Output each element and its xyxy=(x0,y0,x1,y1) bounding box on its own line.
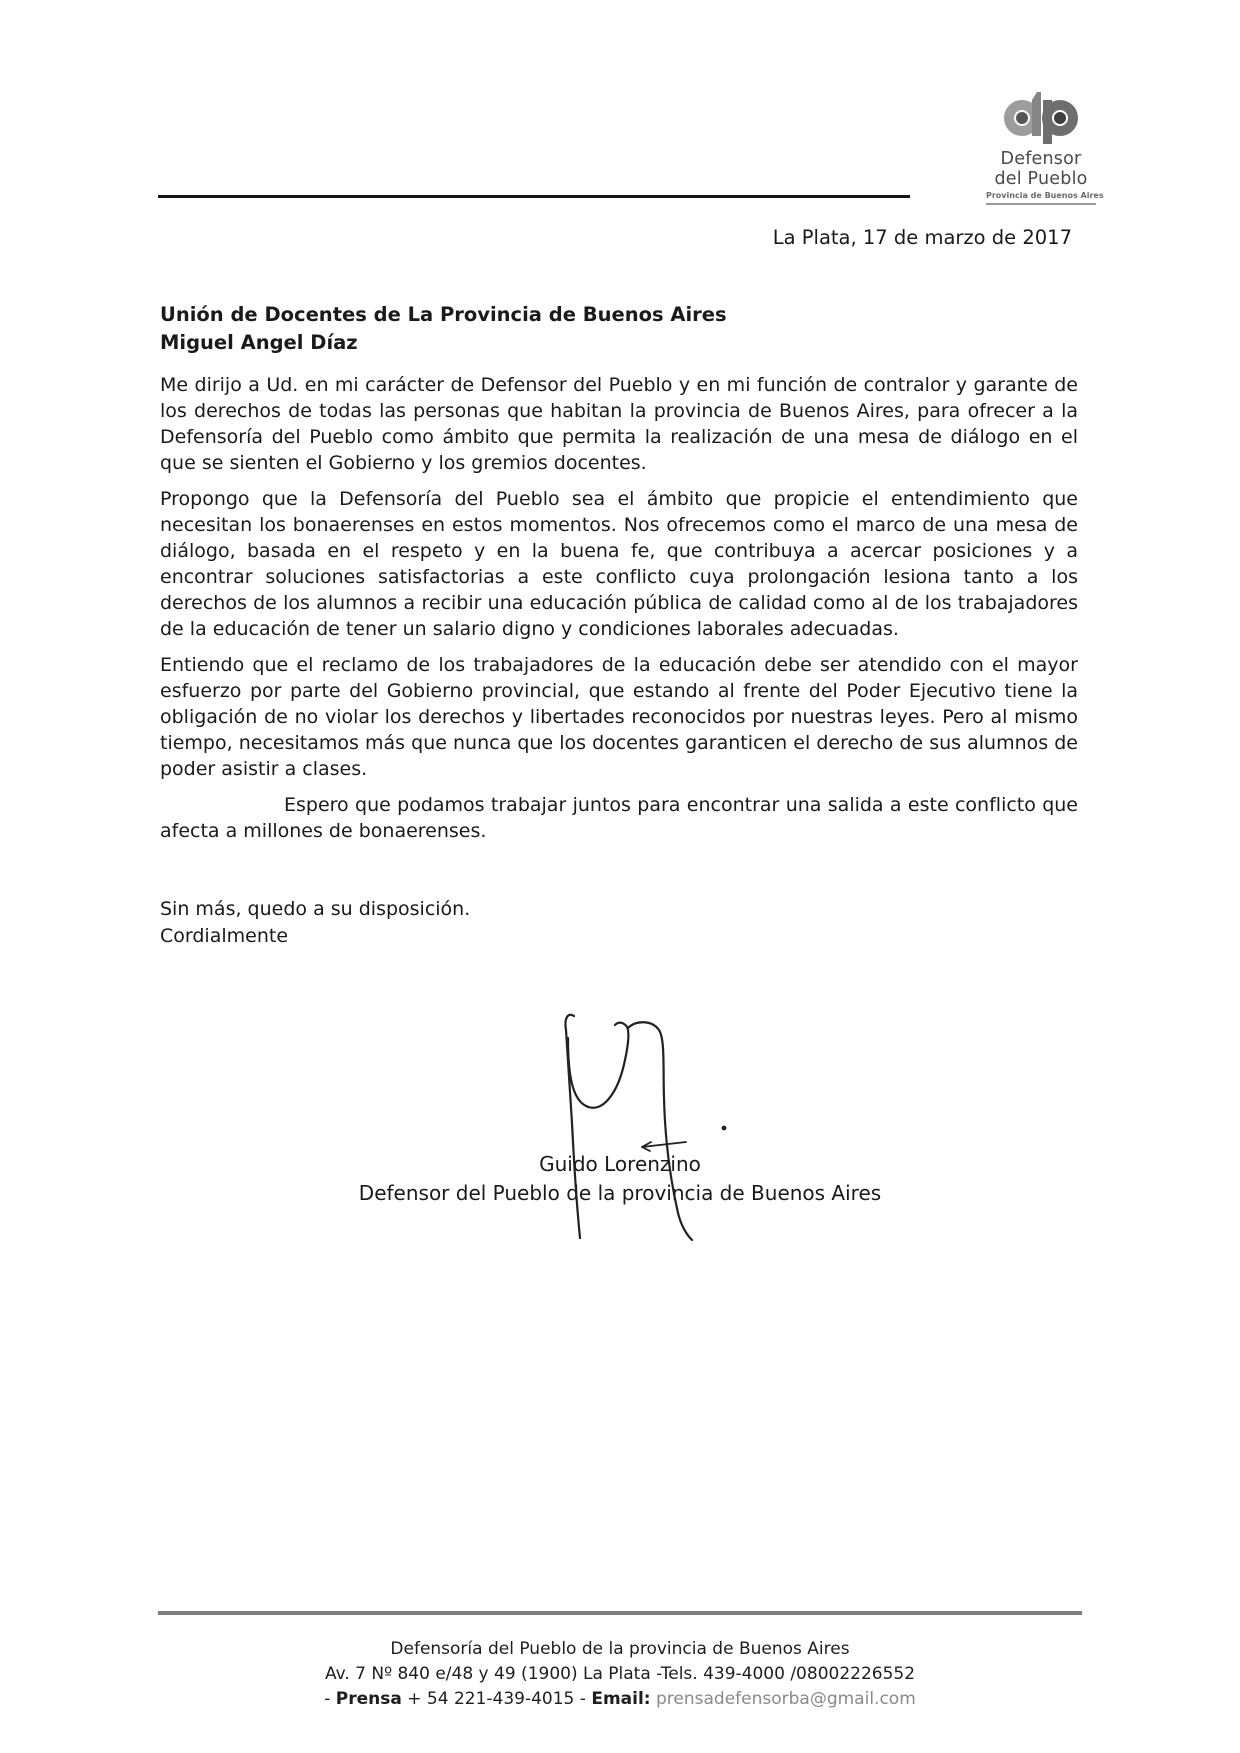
signer-title: Defensor del Pueblo de la provincia de Buenos Aires xyxy=(358,1181,882,1205)
paragraph-4: Espero que podamos trabajar juntos para encontrar una salida a este conflicto que afecta a millones de bonaerenses. xyxy=(160,794,1078,842)
letter-body xyxy=(160,372,1078,950)
logo-province-text: Provincia de Buenos Aires xyxy=(986,191,1104,200)
footer-line-2: Av. 7 Nº 840 e/48 y 49 (1900) La Plata -Tels. 439-4000 /08002226552 xyxy=(324,1664,916,1684)
paragraph-1: Me dirijo a Ud. en mi carácter de Defensor del Pueblo y en mi función de contralor y garante de los derechos de todas las personas que habitan la provincia de Buenos Aires, para ofrecer a la Defensoría del Pueblo como ámbito que permita la realización de una mesa de diálogo en el que se sienten el Gobierno y los gremios docentes. xyxy=(160,374,1078,474)
logo-name-line2: del Pueblo xyxy=(994,169,1088,189)
footer-block xyxy=(160,1637,1080,1712)
closing-block xyxy=(160,896,1078,950)
footer-phone: + 54 221-439-4015 - xyxy=(401,1689,592,1709)
recipient-organization: Unión de Docentes de La Provincia de Buenos Aires xyxy=(160,303,727,326)
dp-monogram-icon xyxy=(1004,92,1078,144)
footer-line-3 xyxy=(160,1687,1080,1712)
footer-dash: - xyxy=(324,1689,336,1709)
paragraph-3: Entiendo que el reclamo de los trabajadores de la educación debe ser atendido con el mayor esfuerzo por parte del Gobierno provincial, que estando al frente del Poder Ejecutivo tiene la obligación de no violar los derechos y libertades reconocidos por nuestras leyes. Pero al mismo tiempo, necesitamos más que nunca que los docentes garanticen el derecho de sus alumnos de poder asistir a clases. xyxy=(160,654,1078,780)
closing-line-1: Sin más, quedo a su disposición. xyxy=(160,898,471,920)
logo-underline xyxy=(986,203,1096,205)
footer-rule xyxy=(158,1611,1082,1615)
closing-line-2: Cordialmente xyxy=(160,925,289,947)
footer-email-label: Email: xyxy=(591,1689,651,1709)
footer-line-1: Defensoría del Pueblo de la provincia de Buenos Aires xyxy=(390,1639,850,1659)
recipient-person: Miguel Angel Díaz xyxy=(160,331,358,354)
letterhead-logo xyxy=(986,92,1104,205)
footer-prensa-label: Prensa xyxy=(335,1689,402,1709)
footer-email-address: prensadefensorba@gmail.com xyxy=(650,1689,916,1709)
signer-name: Guido Lorenzino xyxy=(539,1152,701,1176)
logo-name-line1: Defensor xyxy=(1000,149,1082,169)
header-rule xyxy=(158,195,910,198)
signer-block xyxy=(160,1150,1080,1208)
signature-scribble-icon xyxy=(528,998,752,1258)
date-line: La Plata, 17 de marzo de 2017 xyxy=(772,226,1072,249)
recipient-block xyxy=(160,301,727,357)
paragraph-2: Propongo que la Defensoría del Pueblo sea el ámbito que propicie el entendimiento que necesitan los bonaerenses en estos momentos. Nos ofrecemos como el marco de una mesa de diálogo, basada en el respeto y en la buena fe, que contribuya a acercar posiciones y a encontrar soluciones satisfactorias a este conflicto cuya prolongación lesiona tanto a los derechos de los alumnos a recibir una educación pública de calidad como al de los trabajadores de la educación de tener un salario digno y condiciones laborales adecuadas. xyxy=(160,488,1078,640)
